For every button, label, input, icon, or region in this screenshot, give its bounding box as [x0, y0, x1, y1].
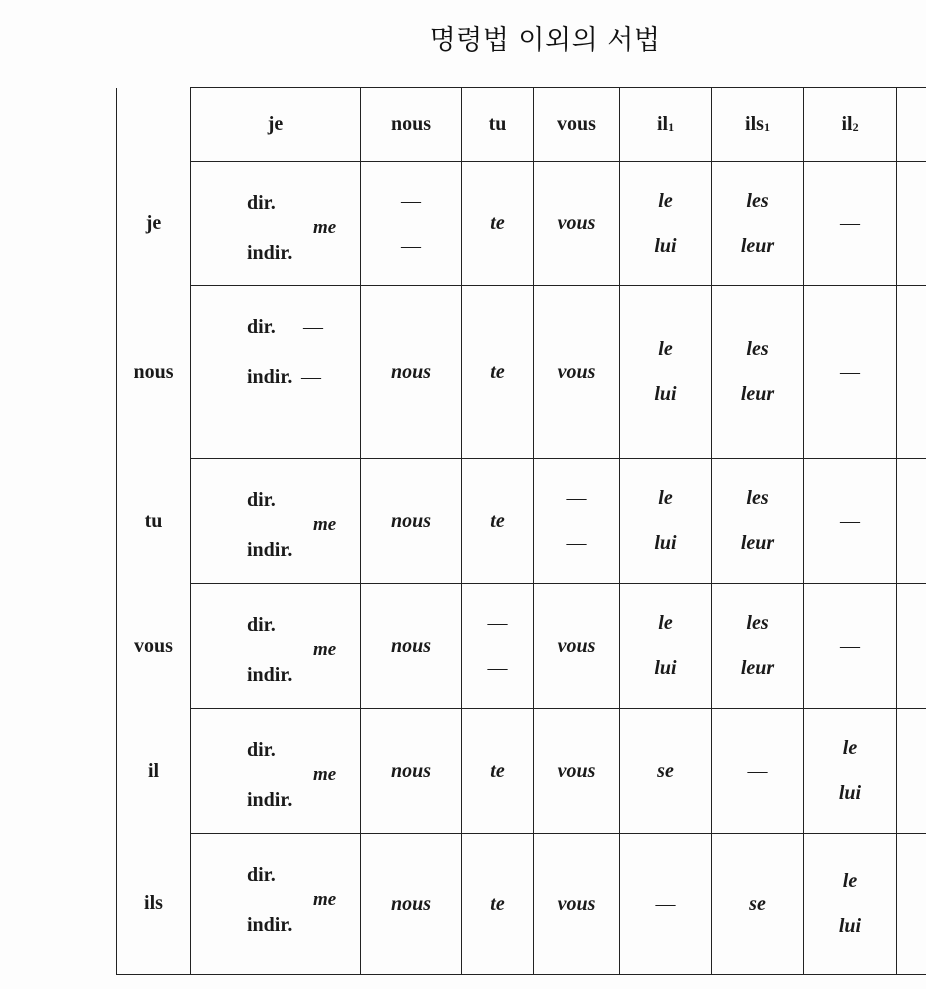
pronoun-cell: [804, 709, 897, 834]
dash-mark: —: [566, 487, 587, 509]
dash-mark: —: [566, 532, 587, 554]
pronoun-form: nous: [390, 892, 432, 915]
pronoun-cell: [534, 286, 620, 459]
dash-mark: —: [487, 657, 508, 679]
pronoun-cell: [361, 162, 462, 286]
conjugation-pronoun-table: [116, 87, 926, 975]
pronoun-cell: [804, 834, 897, 975]
truncated-column-cell: [897, 584, 926, 709]
pronoun-cell: [712, 584, 804, 709]
dash-mark: —: [840, 212, 860, 234]
table-row: [117, 286, 926, 459]
indir-label: indir.: [247, 242, 293, 264]
pronoun-form: leur: [740, 532, 775, 554]
truncated-column-cell: [897, 162, 926, 286]
pronoun-cell: [462, 286, 534, 459]
pronoun-cell: [620, 834, 712, 975]
row-header: nous: [117, 286, 191, 459]
pronoun-form: se: [657, 759, 674, 782]
pronoun-cell: [361, 709, 462, 834]
row-header: tu: [117, 459, 191, 584]
pronoun-cell: [804, 286, 897, 459]
row-header: vous: [117, 584, 191, 709]
column-header-label: je: [267, 113, 284, 135]
pronoun-form: nous: [390, 360, 432, 383]
pronoun-form: lui: [838, 915, 862, 937]
pronoun-form: vous: [557, 759, 596, 782]
column-header-label: il: [656, 113, 669, 135]
pronoun-me: me: [313, 639, 337, 660]
pronoun-form: se: [749, 892, 766, 915]
pronoun-cell: [804, 162, 897, 286]
page-title: 명령법 이외의 서법: [429, 25, 661, 56]
pronoun-cell: [361, 286, 462, 459]
pronoun-form: les: [746, 487, 769, 509]
pronoun-form: les: [746, 338, 769, 360]
dir-label: dir.: [247, 489, 276, 511]
table-row: [117, 834, 926, 975]
pronoun-cell: [804, 459, 897, 584]
pronoun-form: lui: [654, 383, 677, 405]
pronoun-form: te: [490, 212, 505, 234]
pronoun-cell: [534, 584, 620, 709]
row-header: ils: [117, 834, 191, 975]
truncated-column-cell: [897, 286, 926, 459]
corner-cell: [117, 88, 191, 162]
pronoun-cell: [534, 834, 620, 975]
je-column-cell: [191, 459, 361, 584]
pronoun-form: les: [746, 189, 769, 212]
column-header: [534, 88, 620, 162]
indir-label: indir.: [247, 914, 293, 936]
pronoun-cell: [462, 709, 534, 834]
pronoun-form: vous: [557, 634, 596, 657]
pronoun-form: lui: [654, 657, 677, 679]
dash-mark: —: [840, 634, 860, 657]
pronoun-cell: [361, 834, 462, 975]
pronoun-cell: [712, 162, 804, 286]
pronoun-form: nous: [390, 634, 432, 657]
pronoun-form: leur: [740, 234, 775, 257]
pronoun-me: me: [313, 889, 337, 910]
dir-label: dir.: [247, 739, 276, 761]
indir-dash: —: [301, 366, 321, 388]
column-header-label: vous: [557, 113, 596, 135]
table-row: [117, 459, 926, 584]
pronoun-form: leur: [740, 383, 775, 405]
dash-mark: —: [840, 360, 860, 383]
pronoun-form: les: [746, 612, 769, 634]
column-header: [804, 88, 897, 162]
row-header: il: [117, 709, 191, 834]
indir-label: indir.: [247, 539, 293, 561]
pronoun-cell: [462, 162, 534, 286]
column-header-label: tu: [488, 113, 507, 135]
pronoun-form: nous: [390, 759, 432, 782]
pronoun-form: lui: [654, 234, 677, 257]
pronoun-me: me: [313, 764, 337, 785]
pronoun-cell: [804, 584, 897, 709]
pronoun-cell: [462, 834, 534, 975]
dash-mark: —: [401, 234, 421, 257]
pronoun-cell: [534, 709, 620, 834]
pronoun-cell: [462, 459, 534, 584]
pronoun-cell: [712, 286, 804, 459]
pronoun-cell: [712, 709, 804, 834]
pronoun-cell: [361, 584, 462, 709]
truncated-column-cell: [897, 459, 926, 584]
dir-label: dir.: [247, 192, 276, 214]
dir-dash: —: [303, 316, 323, 338]
pronoun-cell: [534, 459, 620, 584]
pronoun-me: me: [313, 217, 337, 238]
row-header: je: [117, 162, 191, 286]
pronoun-cell: [712, 834, 804, 975]
pronoun-cell: [712, 459, 804, 584]
pronoun-form: te: [490, 759, 505, 782]
column-header-label: ils: [745, 113, 764, 135]
column-header: [620, 88, 712, 162]
pronoun-cell: [620, 286, 712, 459]
pronoun-form: leur: [740, 657, 775, 679]
column-header: [462, 88, 534, 162]
table-row: [117, 162, 926, 286]
pronoun-cell: [620, 459, 712, 584]
je-column-cell: [191, 162, 361, 286]
pronoun-me: me: [313, 514, 337, 535]
pronoun-form: le: [658, 338, 673, 360]
je-column-cell: [191, 709, 361, 834]
indir-label: indir.: [247, 366, 293, 388]
column-header-label: nous: [390, 113, 432, 135]
pronoun-form: nous: [390, 509, 432, 532]
table-row: [117, 709, 926, 834]
pronoun-form: lui: [838, 782, 862, 804]
column-header: [712, 88, 804, 162]
indir-label: indir.: [247, 664, 293, 686]
je-column-cell: [191, 584, 361, 709]
dash-mark: —: [747, 759, 768, 782]
column-header: [361, 88, 462, 162]
column-header-label: il: [841, 113, 853, 135]
pronoun-cell: [534, 162, 620, 286]
pronoun-form: le: [842, 737, 858, 759]
truncated-column-cell: [897, 834, 926, 975]
pronoun-cell: [620, 584, 712, 709]
pronoun-form: te: [490, 509, 505, 532]
pronoun-form: vous: [557, 212, 596, 234]
dir-label: dir.: [247, 614, 276, 636]
pronoun-form: le: [658, 612, 673, 634]
pronoun-cell: [462, 584, 534, 709]
dash-mark: —: [487, 612, 508, 634]
dir-label: dir.: [247, 316, 276, 338]
pronoun-form: te: [490, 360, 505, 383]
pronoun-form: le: [658, 487, 673, 509]
je-column-cell: [191, 286, 361, 459]
pronoun-form: vous: [557, 892, 596, 915]
column-header-subscript: 2: [852, 120, 859, 134]
column-header: [191, 88, 361, 162]
dash-mark: —: [655, 892, 676, 915]
dir-label: dir.: [247, 864, 276, 886]
dash-mark: —: [401, 189, 421, 212]
je-column-cell: [191, 834, 361, 975]
pronoun-cell: [620, 162, 712, 286]
pronoun-cell: [361, 459, 462, 584]
dash-mark: —: [840, 509, 860, 532]
pronoun-form: le: [658, 189, 673, 212]
pronoun-form: le: [842, 870, 858, 892]
pronoun-cell: [620, 709, 712, 834]
indir-label: indir.: [247, 789, 293, 811]
truncated-column-header: [897, 88, 926, 162]
truncated-column-cell: [897, 709, 926, 834]
pronoun-form: vous: [557, 360, 596, 383]
pronoun-form: lui: [654, 532, 677, 554]
pronoun-form: te: [490, 892, 505, 915]
column-header-subscript: 1: [763, 120, 770, 134]
column-header-subscript: 1: [668, 120, 675, 134]
table-row: [117, 584, 926, 709]
